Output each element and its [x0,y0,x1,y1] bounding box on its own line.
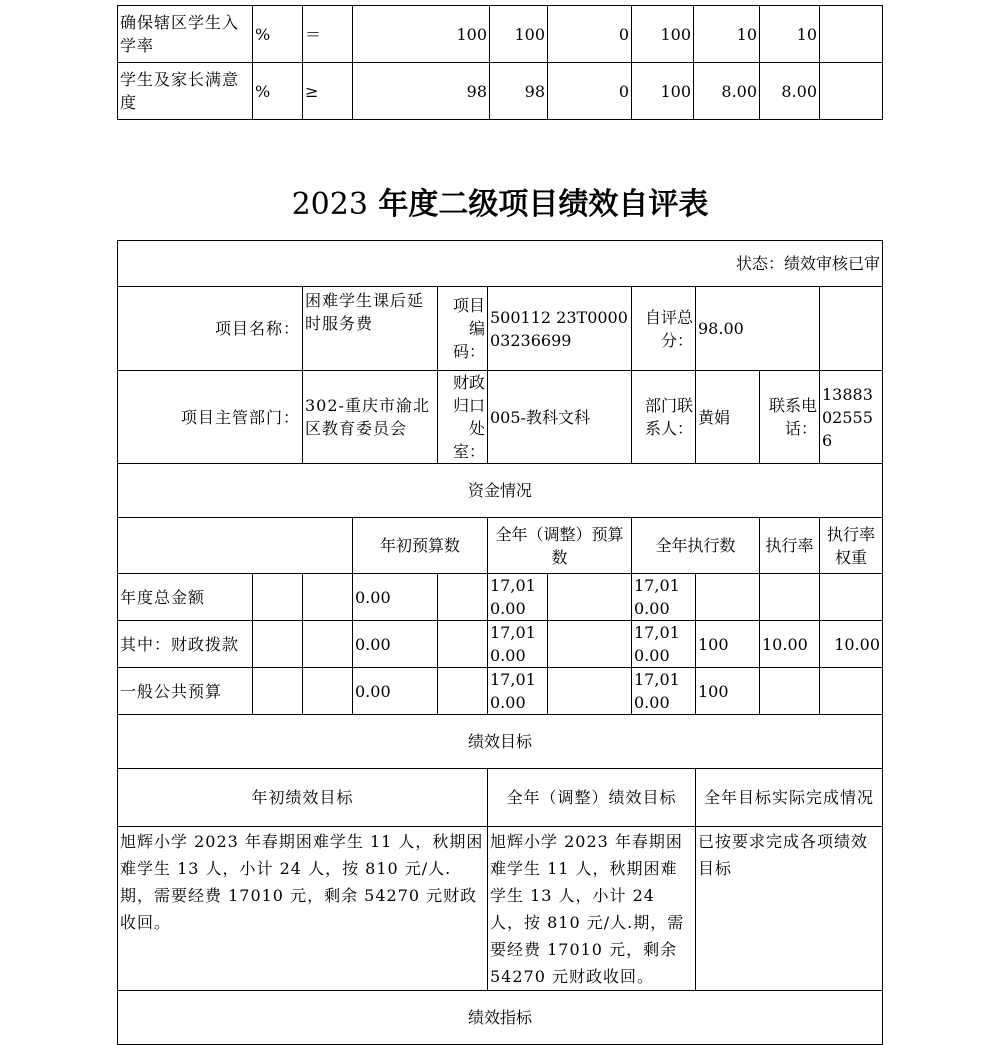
status-row [118,241,883,287]
indicator-value: 98 [490,63,548,120]
goals-header-row [118,769,883,827]
indicator-operator: ≥ [303,63,353,120]
indicator-value: 98 [353,63,490,120]
funds-header-row [118,518,883,574]
executed-value: 17,010.00 [632,574,696,621]
evaluation-table [117,240,883,1045]
page-title [0,183,1000,227]
indicator-value [820,6,883,63]
indicator-value: 8.00 [760,63,820,120]
executed-header: 全年执行数 [632,518,760,574]
initial-goal-text: 旭辉小学 2023 年春期困难学生 11 人，秋期困难学生 13 人，小计 24 人，按 810 元/人.期，需要经费 17010 元，剩余 54270 元财政收回。 [118,827,488,991]
self-score-value: 98.00 [696,287,820,371]
section-row [118,991,883,1045]
weight-value [760,668,820,715]
table-row [118,574,883,621]
funds-row-label: 一般公共预算 [118,668,253,715]
indicator-value: 100 [632,63,694,120]
adjusted-budget-value: 17,010.00 [488,621,548,668]
phone-label: 联系电话： [760,371,820,464]
weight-header: 执行率权重 [820,518,883,574]
executed-value: 17,010.00 [632,668,696,715]
initial-budget-value: 0.00 [353,668,438,715]
score-value: 10.00 [820,621,883,668]
rate-value: 100 [696,621,760,668]
indicator-operator: ＝ [303,6,353,63]
project-code-label: 项目编码： [438,287,488,371]
indicator-value: 8.00 [694,63,760,120]
empty-cell [438,574,488,621]
contact-value: 黄娟 [696,371,760,464]
empty-cell [253,574,303,621]
indicator-value: 10 [694,6,760,63]
dept-value: 302-重庆市渝北区教育委员会 [303,371,438,464]
table-row [118,63,883,120]
initial-budget-header: 年初预算数 [353,518,488,574]
initial-budget-value: 0.00 [353,574,438,621]
indicator-value [820,63,883,120]
dept-label: 项目主管部门： [118,371,303,464]
empty-cell [118,518,353,574]
project-code-value: 500112 23T000003236699 [488,287,632,371]
funds-row-label: 其中：财政拨款 [118,621,253,668]
project-name-label: 项目名称： [118,287,303,371]
status-text: 状态：绩效审核已审 [118,241,883,287]
table-row [118,621,883,668]
empty-cell [303,574,353,621]
table-row [118,6,883,63]
empty-cell [253,668,303,715]
empty-cell [303,668,353,715]
indicator-table-continued [117,5,883,120]
indicator-value: 100 [490,6,548,63]
adjusted-budget-value: 17,010.00 [488,668,548,715]
self-score-label: 自评总分： [632,287,696,371]
empty-cell [438,621,488,668]
empty-cell [820,287,883,371]
empty-cell [548,574,632,621]
goals-section-title: 绩效目标 [118,715,883,769]
empty-cell [303,621,353,668]
section-row [118,715,883,769]
goals-content-row [118,827,883,991]
funds-section-title: 资金情况 [118,464,883,518]
adjusted-goal-text: 旭辉小学 2023 年春期困难学生 11 人，秋期困难学生 13 人，小计 24 人，按 810 元/人.期，需要经费 17010 元，剩余 54270 元财政收回。 [488,827,696,991]
title-year: 2023 [291,187,368,222]
initial-budget-value: 0.00 [353,621,438,668]
rate-value [696,574,760,621]
indicator-value: 100 [632,6,694,63]
rate-value: 100 [696,668,760,715]
rate-header: 执行率 [760,518,820,574]
project-info-row [118,287,883,371]
indicator-value: 0 [548,6,632,63]
phone-value: 13883025556 [820,371,883,464]
weight-value: 10.00 [760,621,820,668]
section-row [118,464,883,518]
empty-cell [253,621,303,668]
department-info-row [118,371,883,464]
indicators-section-title: 绩效指标 [118,991,883,1045]
contact-label: 部门联系人： [632,371,696,464]
actual-goal-header: 全年目标实际完成情况 [696,769,883,827]
indicator-value: 0 [548,63,632,120]
empty-cell [548,668,632,715]
weight-value [760,574,820,621]
finance-label: 财政归口处室： [438,371,488,464]
adjusted-budget-header: 全年（调整）预算数 [488,518,632,574]
executed-value: 17,010.00 [632,621,696,668]
adjusted-goal-header: 全年（调整）绩效目标 [488,769,696,827]
initial-goal-header: 年初绩效目标 [118,769,488,827]
indicator-unit: % [253,63,303,120]
empty-cell [548,621,632,668]
indicator-value: 10 [760,6,820,63]
adjusted-budget-value: 17,010.00 [488,574,548,621]
indicator-name: 确保辖区学生入学率 [118,6,253,63]
indicator-unit: % [253,6,303,63]
table-row [118,668,883,715]
empty-cell [438,668,488,715]
actual-goal-text: 已按要求完成各项绩效目标 [696,827,883,991]
score-value [820,574,883,621]
project-name-value: 困难学生课后延时服务费 [303,287,438,371]
indicator-name: 学生及家长满意度 [118,63,253,120]
funds-row-label: 年度总金额 [118,574,253,621]
indicator-value: 100 [353,6,490,63]
title-text: 年度二级项目绩效自评表 [378,187,709,222]
finance-value: 005-教科文科 [488,371,632,464]
score-value [820,668,883,715]
